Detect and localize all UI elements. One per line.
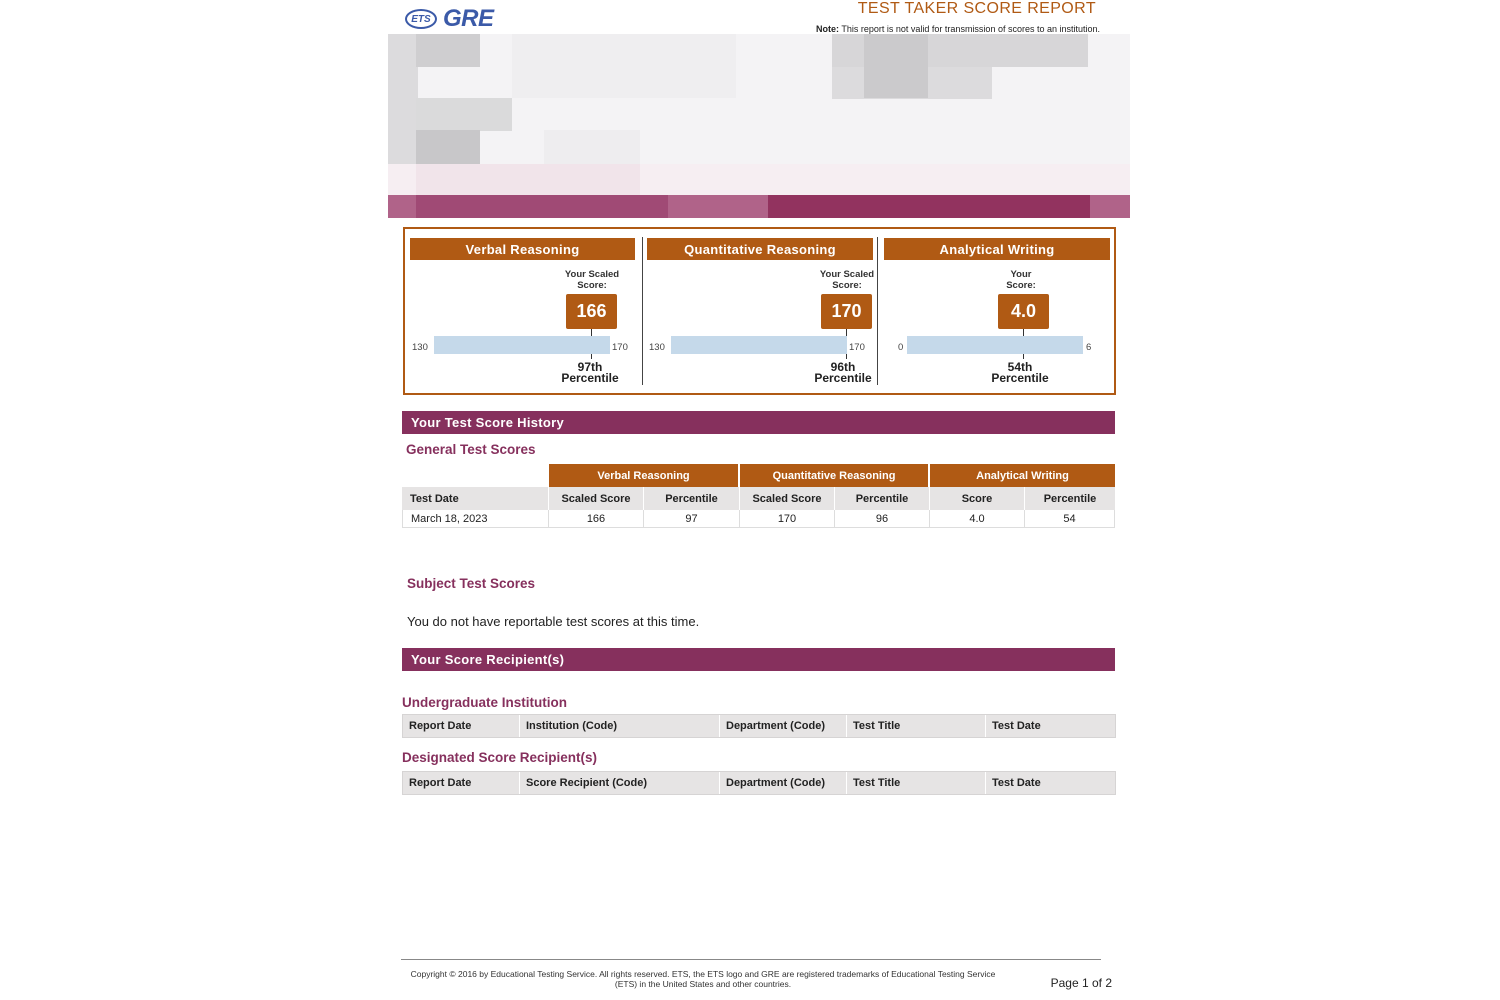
- verbal-percentile: 97th Percentile: [561, 360, 619, 385]
- designated-recipients-heading: Designated Score Recipient(s): [402, 750, 598, 765]
- designated-col-test-title: Test Title: [847, 772, 986, 794]
- table-group-verbal: Verbal Reasoning: [549, 464, 740, 487]
- subject-test-scores-heading: Subject Test Scores: [407, 576, 536, 591]
- verbal-scale-max: 170: [612, 342, 628, 353]
- verbal-scale-min: 130: [412, 342, 428, 353]
- redacted-personal-info: [388, 34, 1130, 218]
- table-group-spacer: [402, 464, 549, 487]
- designated-col-score-recipient: Score Recipient (Code): [520, 772, 720, 794]
- undergrad-col-department: Department (Code): [720, 715, 847, 737]
- table-header-verbal-scaled: Scaled Score: [549, 487, 644, 510]
- quant-scale-min: 130: [649, 342, 665, 353]
- table-cell-writing-score: 4.0: [930, 510, 1025, 528]
- score-summary-box: [403, 227, 1116, 395]
- table-header-quant-scaled: Scaled Score: [740, 487, 835, 510]
- designated-col-department: Department (Code): [720, 772, 847, 794]
- note-label: Note:: [816, 24, 840, 34]
- ets-logo-badge: ETS: [405, 9, 437, 29]
- report-note: [816, 24, 1100, 34]
- designated-table-header: [402, 771, 1116, 795]
- copyright-notice: Copyright © 2016 by Educational Testing Service. All rights reserved. ETS, the ETS logo and GRE are registered trademarks of Educational Testing Service (ETS) in the United States and other countries.: [410, 969, 996, 989]
- quant-score-scale-bar: [671, 336, 847, 354]
- table-group-quant: Quantitative Reasoning: [740, 464, 930, 487]
- table-header-writing-percentile: Percentile: [1025, 487, 1115, 510]
- table-cell-quant-scaled: 170: [740, 510, 835, 528]
- table-cell-verbal-percentile: 97: [644, 510, 740, 528]
- undergrad-col-report-date: Report Date: [403, 715, 520, 737]
- table-header-verbal-percentile: Percentile: [644, 487, 740, 510]
- writing-scale-min: 0: [898, 342, 904, 353]
- report-title: TEST TAKER SCORE REPORT: [857, 0, 1096, 17]
- table-group-writing: Analytical Writing: [930, 464, 1115, 487]
- table-cell-verbal-scaled: 166: [549, 510, 644, 528]
- verbal-panel-header: Verbal Reasoning: [410, 238, 635, 260]
- general-scores-table: [402, 464, 1115, 528]
- score-history-bar: Your Test Score History: [402, 411, 1115, 434]
- table-row: [402, 510, 1115, 528]
- table-cell-test-date: March 18, 2023: [402, 510, 549, 528]
- undergrad-institution-heading: Undergraduate Institution: [402, 695, 567, 710]
- undergrad-table-header: [402, 714, 1116, 738]
- table-header-test-date: Test Date: [402, 487, 549, 510]
- no-subject-scores-message: You do not have reportable test scores at this time.: [407, 614, 700, 629]
- table-header-writing-score: Score: [930, 487, 1025, 510]
- writing-score-label: Your Score:: [1006, 269, 1036, 291]
- gre-logo: [405, 4, 494, 34]
- page-number: Page 1 of 2: [1050, 976, 1112, 990]
- quant-score-badge: 170: [821, 294, 872, 329]
- table-header-quant-percentile: Percentile: [835, 487, 930, 510]
- score-recipients-bar: Your Score Recipient(s): [402, 648, 1115, 671]
- quant-panel-header: Quantitative Reasoning: [647, 238, 873, 260]
- table-cell-writing-percentile: 54: [1025, 510, 1115, 528]
- writing-panel-header: Analytical Writing: [884, 238, 1110, 260]
- table-header-row: [402, 487, 1115, 510]
- verbal-score-scale-bar: [434, 336, 610, 354]
- table-cell-quant-percentile: 96: [835, 510, 930, 528]
- quant-percentile: 96th Percentile: [814, 360, 872, 385]
- writing-score-scale-bar: [907, 336, 1083, 354]
- quant-score-label: Your Scaled Score:: [819, 269, 875, 291]
- writing-percentile: 54th Percentile: [991, 360, 1049, 385]
- verbal-score-panel: [405, 229, 642, 393]
- undergrad-col-test-title: Test Title: [847, 715, 986, 737]
- gre-wordmark: GRE: [443, 5, 494, 32]
- writing-score-panel: [878, 229, 1114, 393]
- quant-score-panel: [643, 229, 877, 393]
- writing-score-badge: 4.0: [998, 294, 1049, 329]
- designated-col-report-date: Report Date: [403, 772, 520, 794]
- general-test-scores-heading: General Test Scores: [406, 442, 536, 457]
- undergrad-col-test-date: Test Date: [992, 720, 1041, 732]
- footer-divider: [401, 959, 1101, 960]
- designated-col-test-date: Test Date: [992, 777, 1041, 789]
- table-group-header-row: [402, 464, 1115, 487]
- verbal-score-label: Your Scaled Score:: [564, 269, 620, 291]
- note-text: This report is not valid for transmission of scores to an institution.: [841, 24, 1100, 34]
- quant-scale-max: 170: [849, 342, 865, 353]
- writing-scale-max: 6: [1086, 342, 1092, 353]
- undergrad-col-institution: Institution (Code): [520, 715, 720, 737]
- verbal-score-badge: 166: [566, 294, 617, 329]
